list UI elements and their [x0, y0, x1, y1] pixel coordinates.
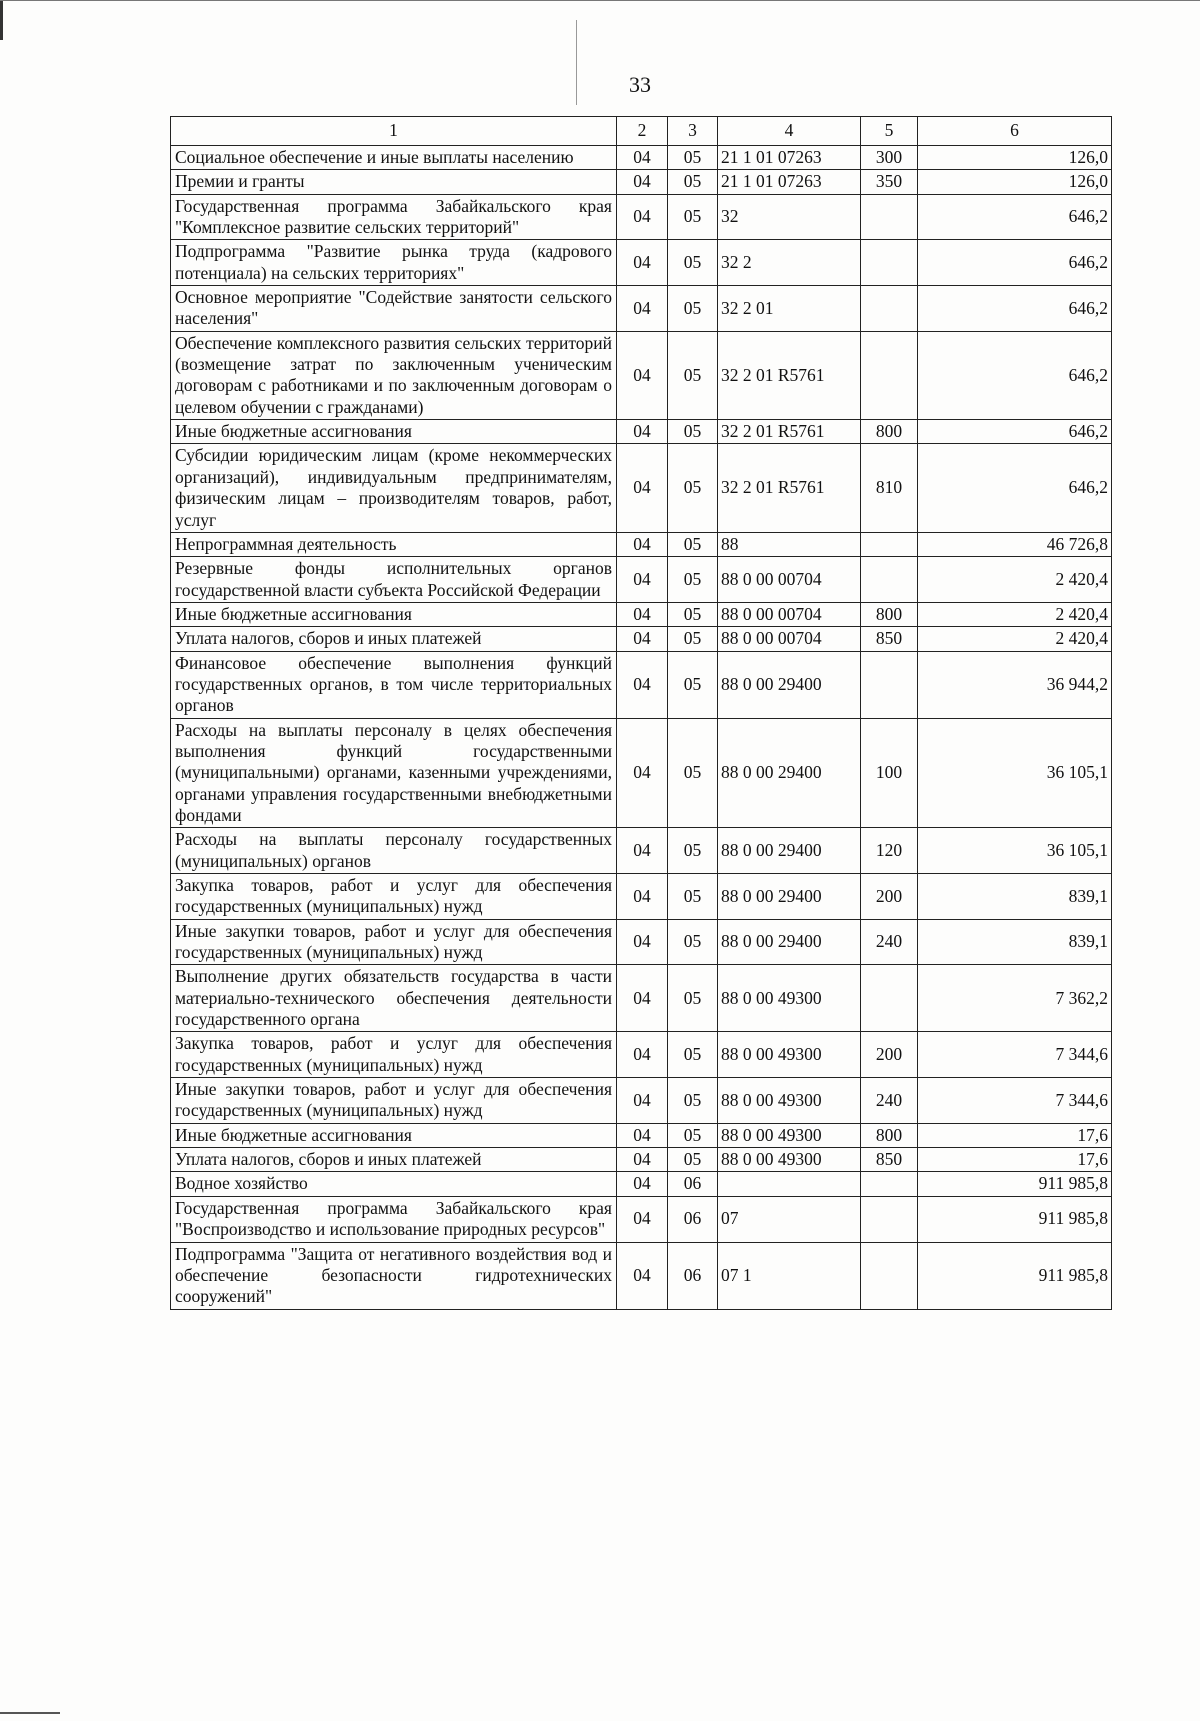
- row-name-cell: Водное хозяйство: [171, 1172, 617, 1196]
- table-row: [171, 919, 1112, 965]
- amount-cell: 7 344,6: [918, 1032, 1112, 1078]
- target-article-cell: 21 1 01 07263: [718, 170, 861, 194]
- amount-cell: 839,1: [918, 919, 1112, 965]
- amount-cell: 126,0: [918, 146, 1112, 170]
- amount-cell: 126,0: [918, 170, 1112, 194]
- amount-cell: 646,2: [918, 240, 1112, 286]
- target-article-cell: 88 0 00 00704: [718, 602, 861, 626]
- expense-type-cell: [861, 532, 918, 556]
- expense-type-cell: [861, 1242, 918, 1309]
- target-article-cell: 88 0 00 29400: [718, 874, 861, 920]
- amount-cell: 17,6: [918, 1123, 1112, 1147]
- subsection-cell: 05: [668, 286, 718, 332]
- table-row: [171, 1196, 1112, 1242]
- section-cell: 04: [617, 557, 668, 603]
- target-article-cell: 88 0 00 49300: [718, 1123, 861, 1147]
- row-name-cell: Премии и гранты: [171, 170, 617, 194]
- target-article-cell: 32 2 01 R5761: [718, 444, 861, 532]
- subsection-cell: 05: [668, 1032, 718, 1078]
- target-article-cell: 32 2: [718, 240, 861, 286]
- table-row: [171, 718, 1112, 828]
- table-row: [171, 240, 1112, 286]
- amount-cell: 646,2: [918, 420, 1112, 444]
- target-article-cell: 07 1: [718, 1242, 861, 1309]
- subsection-cell: 05: [668, 965, 718, 1032]
- header-cell: 4: [718, 117, 861, 146]
- section-cell: 04: [617, 532, 668, 556]
- target-article-cell: [718, 1172, 861, 1196]
- expense-type-cell: [861, 1196, 918, 1242]
- target-article-cell: 88 0 00 49300: [718, 1148, 861, 1172]
- table-row: [171, 557, 1112, 603]
- target-article-cell: 88 0 00 00704: [718, 557, 861, 603]
- target-article-cell: 88 0 00 29400: [718, 919, 861, 965]
- row-name-cell: Иные бюджетные ассигнования: [171, 420, 617, 444]
- table-row: [171, 532, 1112, 556]
- section-cell: 04: [617, 1172, 668, 1196]
- section-cell: 04: [617, 170, 668, 194]
- table-row: [171, 420, 1112, 444]
- row-name-cell: Непрограммная деятельность: [171, 532, 617, 556]
- expense-type-cell: 240: [861, 919, 918, 965]
- row-name-cell: Выполнение других обязательств государства в части материально-технического обеспечения деятельности государственного органа: [171, 965, 617, 1032]
- table-row: [171, 170, 1112, 194]
- subsection-cell: 05: [668, 1078, 718, 1124]
- row-name-cell: Уплата налогов, сборов и иных платежей: [171, 627, 617, 651]
- target-article-cell: 88 0 00 49300: [718, 1032, 861, 1078]
- expense-type-cell: 350: [861, 170, 918, 194]
- row-name-cell: Обеспечение комплексного развития сельских территорий (возмещение затрат по заключенным ученическим договорам с работниками и по заключенным договорам о целевом обучении с гражданами): [171, 331, 617, 419]
- row-name-cell: Иные бюджетные ассигнования: [171, 602, 617, 626]
- amount-cell: 839,1: [918, 874, 1112, 920]
- table-row: [171, 965, 1112, 1032]
- row-name-cell: Социальное обеспечение и иные выплаты населению: [171, 146, 617, 170]
- target-article-cell: 32: [718, 194, 861, 240]
- section-cell: 04: [617, 651, 668, 718]
- subsection-cell: 05: [668, 420, 718, 444]
- table-row: [171, 1078, 1112, 1124]
- expense-type-cell: 100: [861, 718, 918, 828]
- row-name-cell: Резервные фонды исполнительных органов государственной власти субъекта Российской Федерации: [171, 557, 617, 603]
- row-name-cell: Подпрограмма "Развитие рынка труда (кадрового потенциала) на сельских территориях": [171, 240, 617, 286]
- amount-cell: 646,2: [918, 331, 1112, 419]
- section-cell: 04: [617, 146, 668, 170]
- subsection-cell: 05: [668, 170, 718, 194]
- section-cell: 04: [617, 718, 668, 828]
- subsection-cell: 05: [668, 718, 718, 828]
- subsection-cell: 05: [668, 651, 718, 718]
- expense-type-cell: 300: [861, 146, 918, 170]
- section-cell: 04: [617, 828, 668, 874]
- section-cell: 04: [617, 194, 668, 240]
- scan-edge-top: [0, 0, 1200, 1]
- target-article-cell: 32 2 01 R5761: [718, 331, 861, 419]
- table-row: [171, 331, 1112, 419]
- subsection-cell: 05: [668, 1123, 718, 1147]
- expense-type-cell: 800: [861, 420, 918, 444]
- section-cell: 04: [617, 286, 668, 332]
- page-number: 33: [629, 72, 651, 97]
- subsection-cell: 06: [668, 1172, 718, 1196]
- subsection-cell: 05: [668, 919, 718, 965]
- expense-type-cell: [861, 557, 918, 603]
- expense-type-cell: [861, 286, 918, 332]
- table-row: [171, 1242, 1112, 1309]
- amount-cell: 2 420,4: [918, 602, 1112, 626]
- expense-type-cell: [861, 331, 918, 419]
- row-name-cell: Субсидии юридическим лицам (кроме некоммерческих организаций), индивидуальным предпринимателям, физическим лицам – производителям товаров, работ, услуг: [171, 444, 617, 532]
- amount-cell: 36 105,1: [918, 718, 1112, 828]
- subsection-cell: 05: [668, 331, 718, 419]
- amount-cell: 17,6: [918, 1148, 1112, 1172]
- section-cell: 04: [617, 1148, 668, 1172]
- table-row: [171, 627, 1112, 651]
- row-name-cell: Государственная программа Забайкальского края "Воспроизводство и использование природных ресурсов": [171, 1196, 617, 1242]
- row-name-cell: Подпрограмма "Защита от негативного воздействия вод и обеспечение безопасности гидротехнических сооружений": [171, 1242, 617, 1309]
- amount-cell: 2 420,4: [918, 557, 1112, 603]
- expense-type-cell: [861, 651, 918, 718]
- header-cell: 1: [171, 117, 617, 146]
- row-name-cell: Закупка товаров, работ и услуг для обеспечения государственных (муниципальных) нужд: [171, 1032, 617, 1078]
- amount-cell: 36 105,1: [918, 828, 1112, 874]
- table-row: [171, 1032, 1112, 1078]
- section-cell: 04: [617, 240, 668, 286]
- expense-type-cell: 800: [861, 1123, 918, 1147]
- section-cell: 04: [617, 1196, 668, 1242]
- target-article-cell: 88 0 00 29400: [718, 651, 861, 718]
- header-cell: 3: [668, 117, 718, 146]
- table-row: [171, 651, 1112, 718]
- scan-edge-bottom: [0, 1712, 60, 1714]
- subsection-cell: 05: [668, 602, 718, 626]
- row-name-cell: Государственная программа Забайкальского края "Комплексное развитие сельских территорий": [171, 194, 617, 240]
- section-cell: 04: [617, 965, 668, 1032]
- target-article-cell: 88 0 00 29400: [718, 718, 861, 828]
- amount-cell: 646,2: [918, 194, 1112, 240]
- expense-type-cell: [861, 194, 918, 240]
- row-name-cell: Уплата налогов, сборов и иных платежей: [171, 1148, 617, 1172]
- target-article-cell: 88: [718, 532, 861, 556]
- expense-type-cell: 200: [861, 874, 918, 920]
- expense-type-cell: 810: [861, 444, 918, 532]
- amount-cell: 2 420,4: [918, 627, 1112, 651]
- target-article-cell: 88 0 00 49300: [718, 965, 861, 1032]
- expense-type-cell: 850: [861, 627, 918, 651]
- scan-edge-left: [0, 0, 3, 40]
- row-name-cell: Иные закупки товаров, работ и услуг для обеспечения государственных (муниципальных) нужд: [171, 1078, 617, 1124]
- budget-table: [170, 116, 1112, 1310]
- table-row: [171, 874, 1112, 920]
- subsection-cell: 05: [668, 444, 718, 532]
- target-article-cell: 32 2 01 R5761: [718, 420, 861, 444]
- subsection-cell: 05: [668, 146, 718, 170]
- section-cell: 04: [617, 874, 668, 920]
- expense-type-cell: 850: [861, 1148, 918, 1172]
- subsection-cell: 05: [668, 557, 718, 603]
- table-row: [171, 444, 1112, 532]
- amount-cell: 36 944,2: [918, 651, 1112, 718]
- amount-cell: 646,2: [918, 444, 1112, 532]
- section-cell: 04: [617, 1032, 668, 1078]
- subsection-cell: 05: [668, 240, 718, 286]
- row-name-cell: Финансовое обеспечение выполнения функций государственных органов, в том числе территориальных органов: [171, 651, 617, 718]
- row-name-cell: Расходы на выплаты персоналу в целях обеспечения выполнения функций государственными (муниципальными) органами, казенными учреждениями, органами управления государственными внебюджетными фондами: [171, 718, 617, 828]
- table-row: [171, 602, 1112, 626]
- table-row: [171, 1172, 1112, 1196]
- amount-cell: 911 985,8: [918, 1196, 1112, 1242]
- amount-cell: 911 985,8: [918, 1242, 1112, 1309]
- amount-cell: 646,2: [918, 286, 1112, 332]
- section-cell: 04: [617, 602, 668, 626]
- table-row: [171, 1123, 1112, 1147]
- subsection-cell: 05: [668, 194, 718, 240]
- expense-type-cell: [861, 240, 918, 286]
- section-cell: 04: [617, 331, 668, 419]
- expense-type-cell: 200: [861, 1032, 918, 1078]
- row-name-cell: Иные закупки товаров, работ и услуг для обеспечения государственных (муниципальных) нужд: [171, 919, 617, 965]
- row-name-cell: Закупка товаров, работ и услуг для обеспечения государственных (муниципальных) нужд: [171, 874, 617, 920]
- amount-cell: 911 985,8: [918, 1172, 1112, 1196]
- table-header-row: [171, 117, 1112, 146]
- header-cell: 2: [617, 117, 668, 146]
- amount-cell: 7 362,2: [918, 965, 1112, 1032]
- header-cell: 5: [861, 117, 918, 146]
- expense-type-cell: 120: [861, 828, 918, 874]
- expense-type-cell: 800: [861, 602, 918, 626]
- subsection-cell: 05: [668, 1148, 718, 1172]
- expense-type-cell: [861, 1172, 918, 1196]
- section-cell: 04: [617, 444, 668, 532]
- subsection-cell: 05: [668, 627, 718, 651]
- amount-cell: 7 344,6: [918, 1078, 1112, 1124]
- amount-cell: 46 726,8: [918, 532, 1112, 556]
- target-article-cell: 21 1 01 07263: [718, 146, 861, 170]
- target-article-cell: 88 0 00 29400: [718, 828, 861, 874]
- table-row: [171, 1148, 1112, 1172]
- target-article-cell: 88 0 00 00704: [718, 627, 861, 651]
- target-article-cell: 88 0 00 49300: [718, 1078, 861, 1124]
- subsection-cell: 05: [668, 874, 718, 920]
- expense-type-cell: [861, 965, 918, 1032]
- subsection-cell: 06: [668, 1196, 718, 1242]
- table-row: [171, 194, 1112, 240]
- row-name-cell: Иные бюджетные ассигнования: [171, 1123, 617, 1147]
- target-article-cell: 07: [718, 1196, 861, 1242]
- table-row: [171, 828, 1112, 874]
- table-row: [171, 146, 1112, 170]
- table-row: [171, 286, 1112, 332]
- expense-type-cell: 240: [861, 1078, 918, 1124]
- row-name-cell: Основное мероприятие "Содействие занятости сельского населения": [171, 286, 617, 332]
- subsection-cell: 05: [668, 828, 718, 874]
- target-article-cell: 32 2 01: [718, 286, 861, 332]
- section-cell: 04: [617, 919, 668, 965]
- section-cell: 04: [617, 1123, 668, 1147]
- section-cell: 04: [617, 1242, 668, 1309]
- subsection-cell: 06: [668, 1242, 718, 1309]
- section-cell: 04: [617, 1078, 668, 1124]
- subsection-cell: 05: [668, 532, 718, 556]
- header-cell: 6: [918, 117, 1112, 146]
- section-cell: 04: [617, 627, 668, 651]
- row-name-cell: Расходы на выплаты персоналу государственных (муниципальных) органов: [171, 828, 617, 874]
- section-cell: 04: [617, 420, 668, 444]
